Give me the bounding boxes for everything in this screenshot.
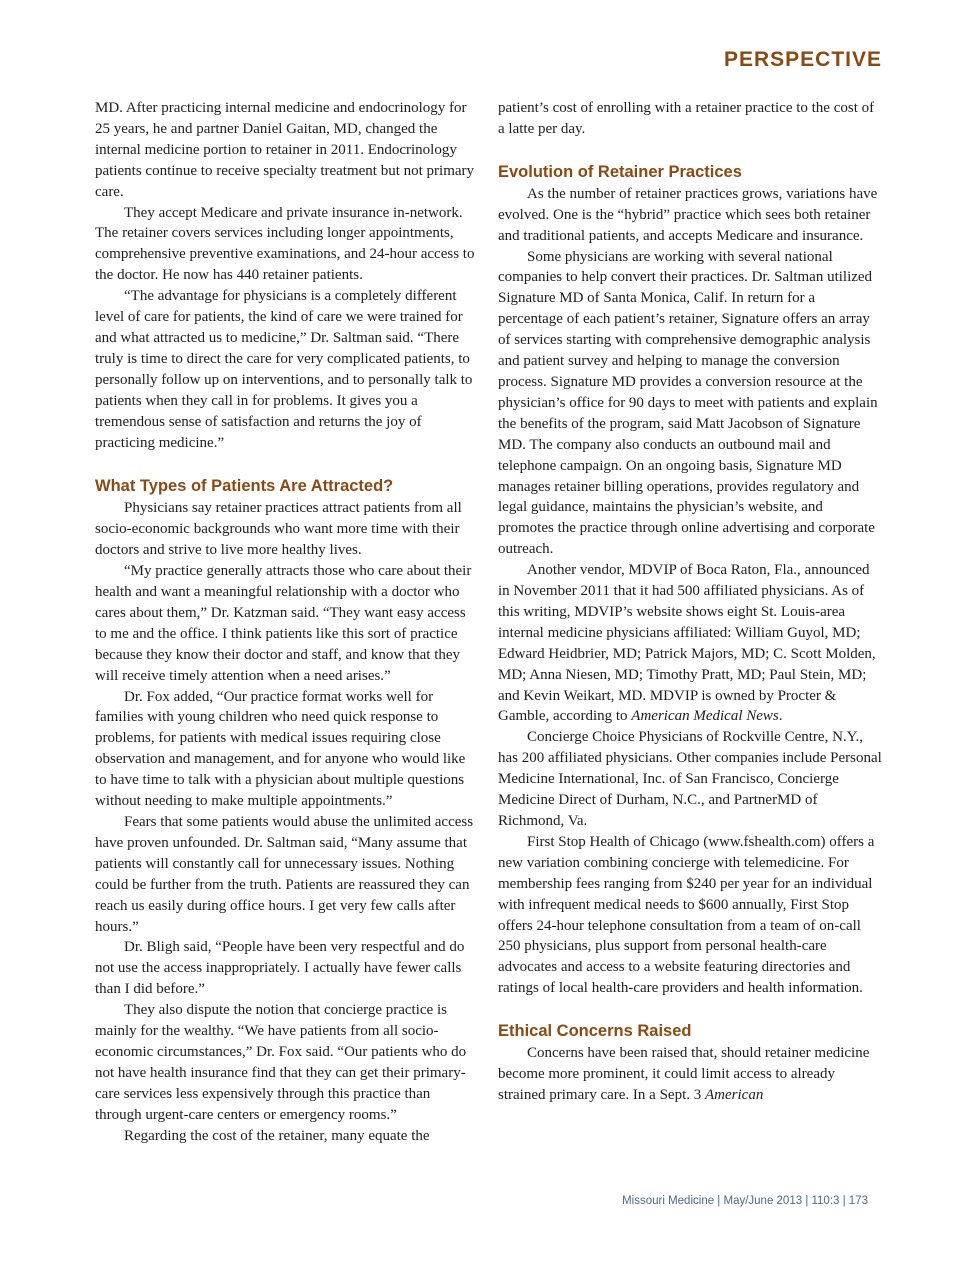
section-heading: Ethical Concerns Raised: [498, 1022, 692, 1041]
paragraph: “My practice generally attracts those who care about their health and want a meaningful relationship with a doctor who cares about them,” Dr. Katzman said. “They want easy access to me and the office. I think patients like this sort of practice because they know their doctor and staff, and know that they will receive timely attention when a need arises.”: [95, 563, 472, 684]
paragraph: Concierge Choice Physicians of Rockville Centre, N.Y., has 200 affiliated physicians. Other companies include Personal Medicine International, Inc. of San Francisco, Concierge Medicine Direct of Durham, N.C., and PartnerMD of Richmond, Va.: [498, 729, 882, 829]
section-label: PERSPECTIVE: [723, 48, 882, 71]
paragraph: [498, 560, 882, 727]
paragraph: First Stop Health of Chicago (www.fshealth.com) offers a new variation combining concierge with telemedicine. For membership fees ranging from $240 per year for an individual with infrequent medical needs to $600 annually, First Stop offers 24-hour telephone consultation from a team of on-call 250 physicians, plus support from personal health-care advocates and access to a website featuring directories and ratings of local health-care providers and health information.: [498, 833, 875, 997]
paragraph: Dr. Bligh said, “People have been very respectful and do not use the access inappropriately. I actually have fewer calls than I did before.”: [95, 939, 465, 998]
publication-title: American Medical News: [631, 708, 779, 725]
page-footer: Missouri Medicine | May/June 2013 | 110:3 | 173: [622, 1195, 868, 1207]
paragraph: “The advantage for physicians is a completely different level of care for patients, the kind of care we were trained for and what attracted us to medicine,” Dr. Saltman said. “There truly is time to direct the care for very complicated patients, to personally follow up on interventions, and to personally talk to patients when they call in for problems. It gives you a tremendous sense of satisfaction and returns the joy of practicing medicine.”: [95, 288, 473, 451]
paragraph: Fears that some patients would abuse the unlimited access have proven unfounded. Dr. Saltman said, “Many assume that patients will constantly call for unnecessary issues. Nothing could be further from the truth. Patients are reassured they can reach us easily during office hours. I get very few calls after hours.”: [95, 814, 474, 935]
paragraph: They accept Medicare and private insurance in-network. The retainer covers services including longer appointments, comprehensive preventive examinations, and 24-hour access to the doctor. He now has 440 retainer patients.: [95, 204, 475, 284]
section-heading: What Types of Patients Are Attracted?: [95, 477, 394, 496]
paragraph: They also dispute the notion that concierge practice is mainly for the wealthy. “We have patients from all socio-economic circumstances,” Dr. Fox said. “Our patients who do not have health insurance find that they can get their primary-care services less expensively through this practice than through urgent-care centers or emergency rooms.”: [95, 1002, 467, 1123]
paragraph: Some physicians are working with several national companies to help convert their practices. Dr. Saltman utilized Signature MD of Santa Monica, Calif. In return for a percentage of each patient’s retainer, Signature offers an array of services starting with comprehensive demographic analysis and patient survey and helping to manage the conversion process. Signature MD provides a conversion resource at the physician’s office for 90 days to meet with patients and explain the benefits of the program, said Matt Jacobson of Signature MD. The company also conducts an outbound mail and telephone campaign. On an ongoing basis, Signature MD manages retainer billing operations, provides regulatory and legal guidance, maintains the physician’s website, and promotes the practice through online advertising and corporate outreach.: [498, 248, 878, 558]
publication-title: American: [705, 1086, 764, 1103]
paragraph: As the number of retainer practices grows, variations have evolved. One is the “hybrid” practice which sees both retainer and traditional patients, and accepts Medicare and insurance.: [498, 185, 878, 244]
left-column: [95, 98, 479, 1147]
paragraph: Physicians say retainer practices attract patients from all socio-economic backgrounds who want more time with their doctors and strive to live more healthy lives.: [95, 500, 462, 559]
paragraph: MD. After practicing internal medicine and endocrinology for 25 years, he and partner Daniel Gaitan, MD, changed the internal medicine portion to retainer in 2011. Endocrinology patients continue to receive specialty treatment but not primary care.: [95, 100, 475, 200]
paragraph: Dr. Fox added, “Our practice format works well for families with young children who need quick response to problems, for patients with medical issues requiring close observation and management, and for anyone who would like to have time to talk with a physician about multiple questions without needing to make multiple appointments.”: [95, 688, 466, 810]
paragraph-text: .: [778, 708, 783, 725]
section-heading: Evolution of Retainer Practices: [498, 162, 742, 181]
paragraph-text: Concerns have been raised that, should retainer medicine become more prominent, it could limit access to already strained primary care. In a Sept. 3: [498, 1045, 870, 1103]
right-column: [498, 98, 882, 1106]
paragraph: Regarding the cost of the retainer, many equate the: [124, 1127, 430, 1144]
paragraph: patient’s cost of enrolling with a retainer practice to the cost of a latte per day.: [498, 100, 875, 137]
paragraph-text: Another vendor, MDVIP of Boca Raton, Fla., announced in November 2011 that it had 500 affiliated physicians. As of this writing, MDVIP’s website shows eight St. Louis-area internal medicine physicians affiliated: William Guyol, MD; Edward Heidbrier, MD; Patrick Majors, MD; C. Scott Molden, MD; Anna Niesen, MD; Timothy Pratt, MD; Paul Stein, MD; and Kevin Weikart, MD. MDVIP is owned by Procter & Gamble, according to: [498, 562, 876, 725]
paragraph: [498, 1043, 882, 1106]
